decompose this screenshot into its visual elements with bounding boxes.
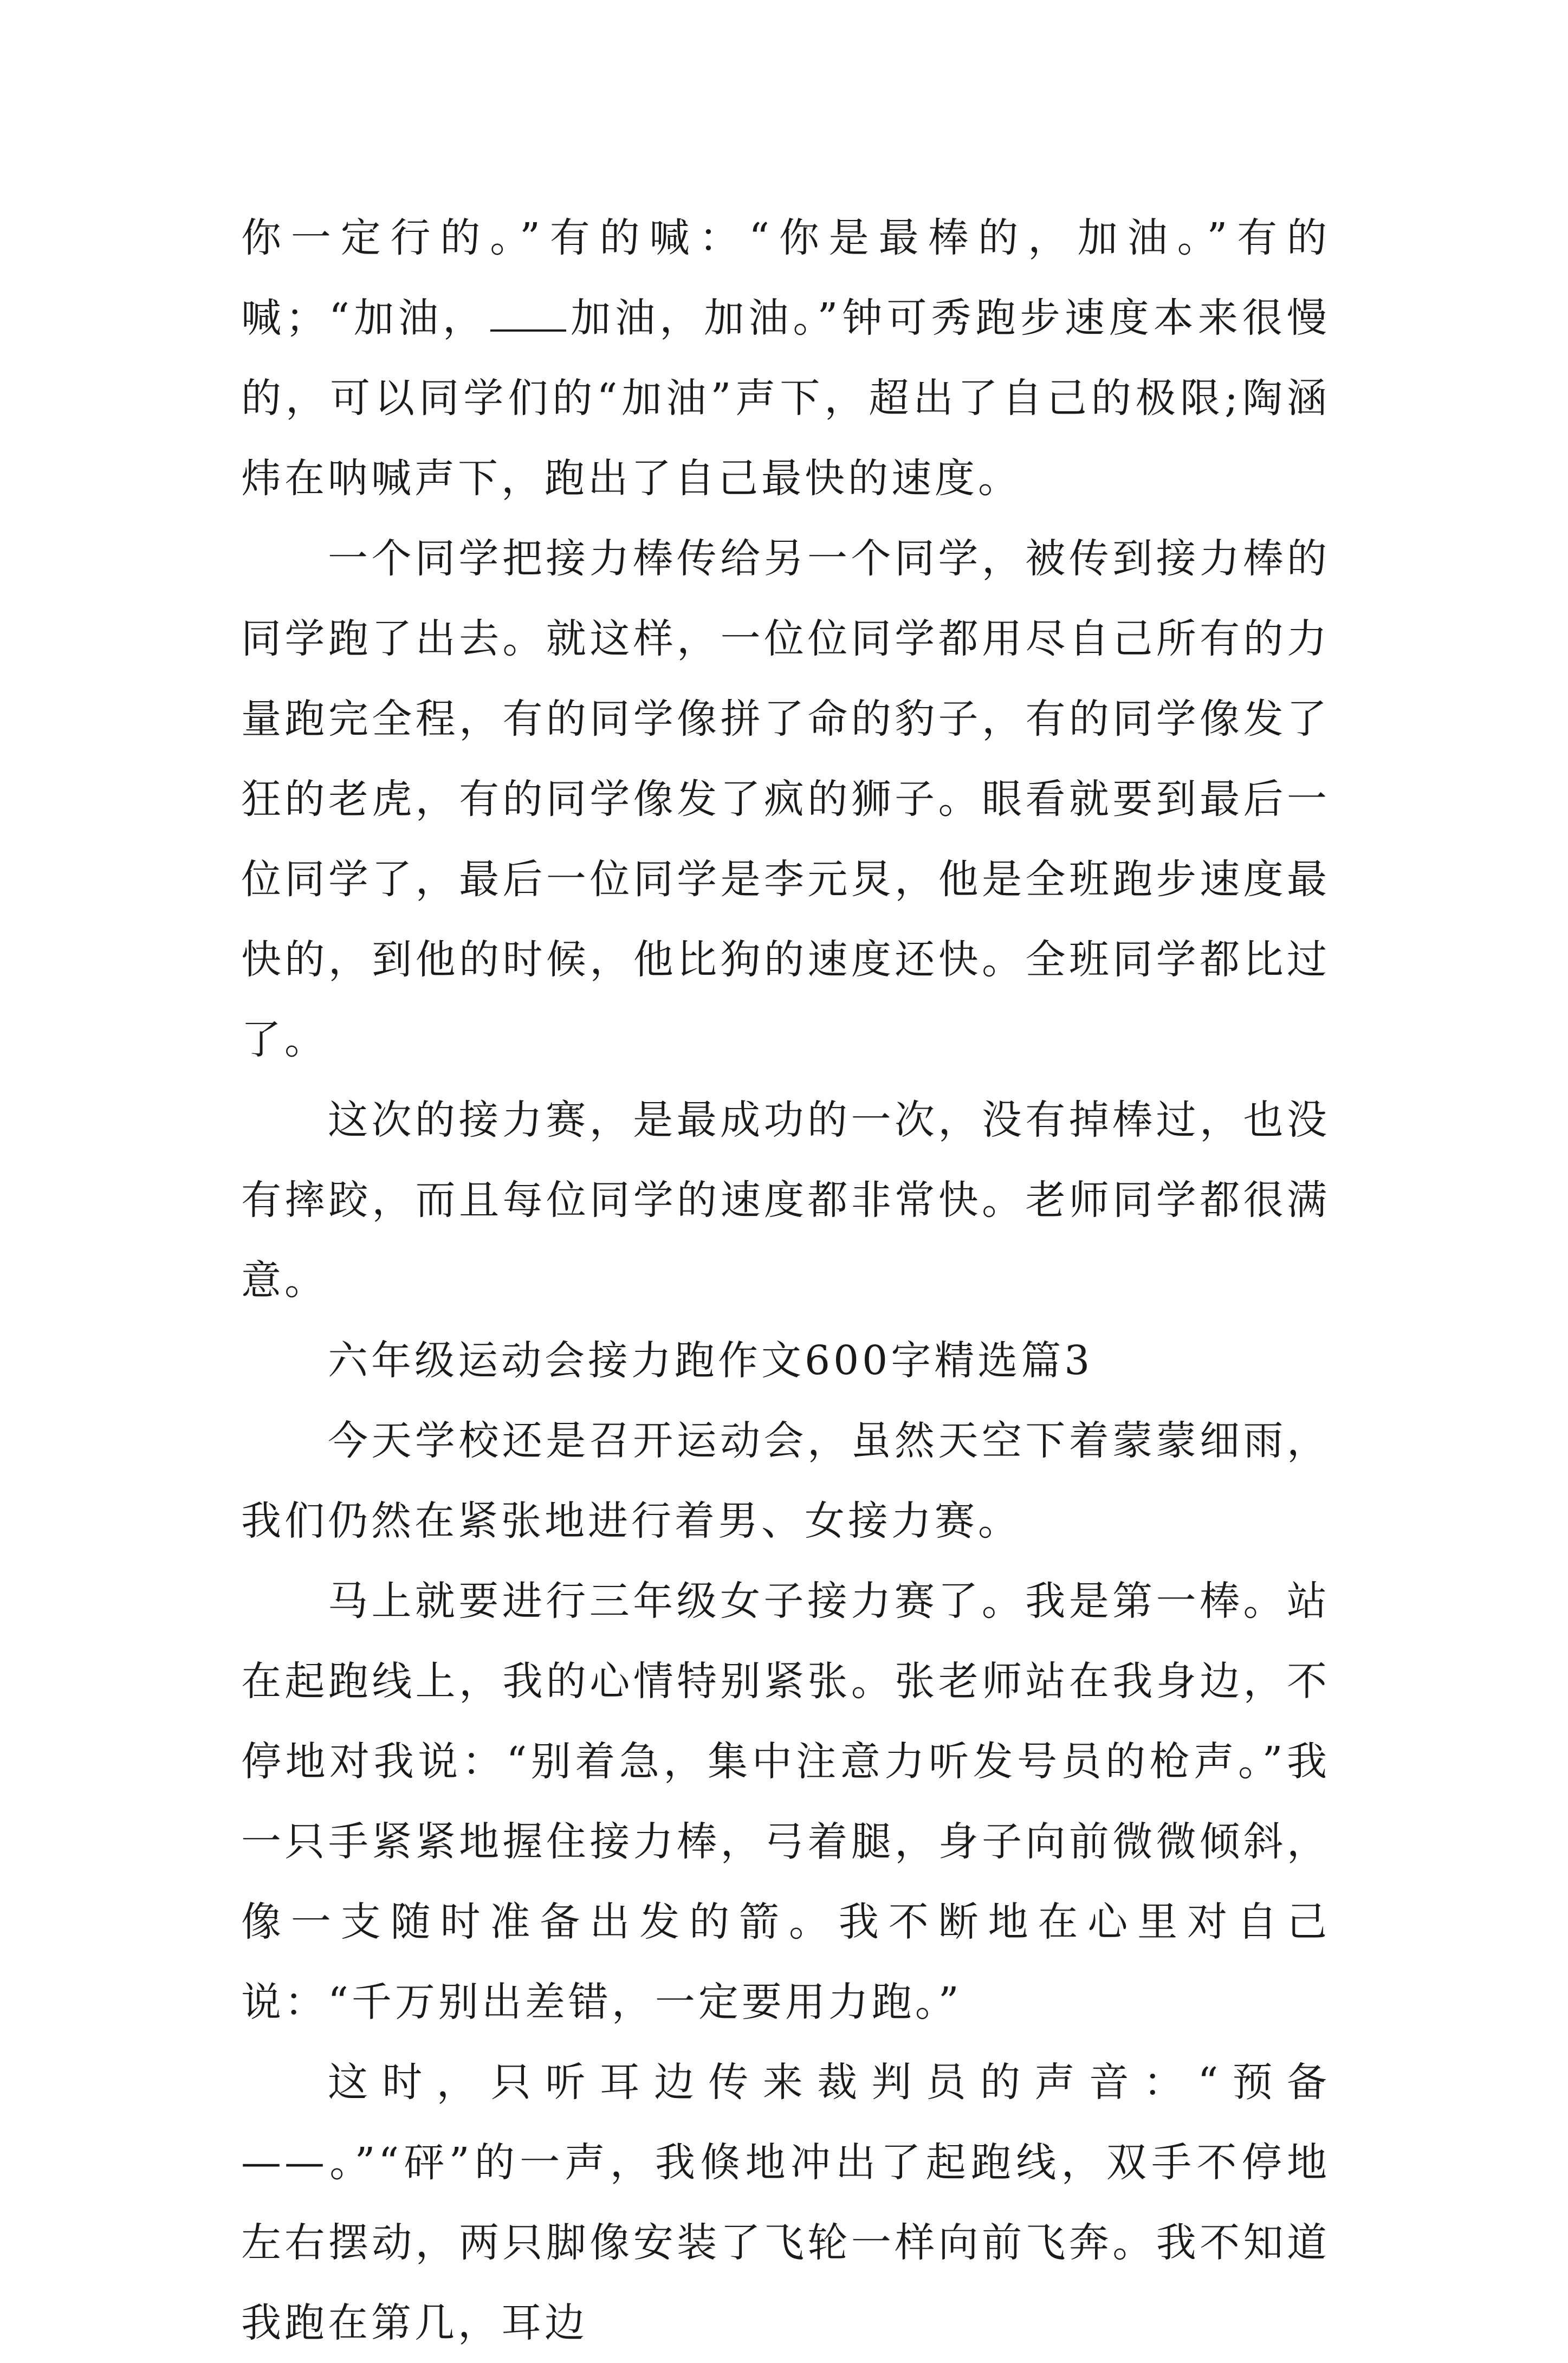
paragraph-1-text-b: 加油，加油。”钟可秀跑步速度本来很慢的，可以同学们的“加油”声下，超出了自己的极限;陶涵炜在呐喊声下，跑出了自己最快的速度。 — [241, 295, 1330, 502]
paragraph-6: 马上就要进行三年级女子接力赛了。我是第一棒。站在起跑线上，我的心情特别紧张。张老师站在我身边，不停地对我说：“别着急，集中注意力听发号员的枪声。”我一只手紧紧地握住接力棒，弓着腿，身子向前微微倾斜，像一支随时准备出发的箭。我不断地在心里对自己说：“千万别出差错，一定要用力跑。” — [241, 1578, 1330, 2025]
paragraph-2: 一个同学把接力棒传给另一个同学，被传到接力棒的同学跑了出去。就这样，一位位同学都用尽自己所有的力量跑完全程，有的同学像拼了命的豹子，有的同学像发了狂的老虎，有的同学像发了疯的狮子。眼看就要到最后一位同学了，最后一位同学是李元炅，他是全班跑步速度最快的，到他的时候，他比狗的速度还快。全班同学都比过了。 — [241, 535, 1330, 1063]
paragraph-1-text-a: 你一定行的。”有的喊：“你是最棒的，加油。”有的喊；“加油， — [241, 215, 1330, 341]
paragraph-3: 这次的接力赛，是最成功的一次，没有掉棒过，也没有摔跤，而且每位同学的速度都非常快。老师同学都很满意。 — [241, 1097, 1330, 1304]
paragraph-7: 这时，只听耳边传来裁判员的声音：“预备——。”“砰”的一声，我倏地冲出了起跑线，双手不停地左右摆动，两只脚像安装了飞轮一样向前飞奔。我不知道我跑在第几，耳边 — [241, 2059, 1330, 2346]
section-heading: 六年级运动会接力跑作文600字精选篇3 — [328, 1337, 1093, 1384]
fill-in-blank — [490, 297, 566, 332]
paragraph-1 — [241, 198, 1330, 519]
paragraph-5: 今天学校还是召开运动会，虽然天空下着蒙蒙细雨，我们仍然在紧张地进行着男、女接力赛。 — [241, 1417, 1330, 1544]
document-body — [241, 198, 1330, 2363]
